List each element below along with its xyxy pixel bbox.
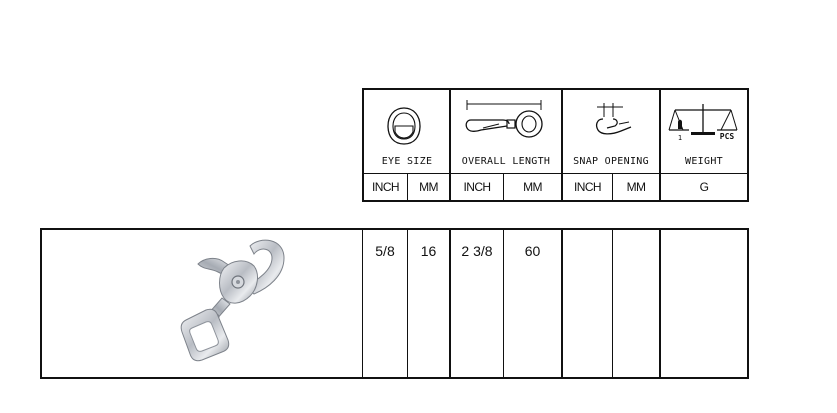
overall-length-inch-value: 2 3/8 [461, 243, 493, 259]
snap-hook-length-icon [463, 98, 547, 144]
unit-label: MM [419, 180, 438, 194]
scale-count-label: 1 [677, 134, 683, 142]
swivel-snap-hook-photo [180, 236, 300, 366]
unit-label: MM [523, 180, 542, 194]
header-divider [363, 173, 748, 174]
balance-scale-icon [669, 102, 737, 142]
unit-label: INCH [372, 180, 399, 194]
eye-size-title: EYE SIZE [381, 156, 433, 167]
snap-opening-icon [593, 103, 633, 143]
eye-size-mm-value: 16 [420, 243, 437, 259]
row-divider [561, 229, 563, 378]
overall-length-title: OVERALL LENGTH [461, 156, 551, 167]
eye-ring-icon [386, 106, 422, 146]
weight-title: WEIGHT [685, 156, 723, 167]
scale-unit-label: PCS [719, 132, 735, 141]
snap-opening-title: SNAP OPENING [573, 156, 649, 167]
eye-size-inch-value: 5/8 [375, 243, 395, 259]
unit-label: INCH [463, 180, 491, 194]
unit-label: G [699, 180, 709, 194]
row-divider [612, 229, 613, 378]
unit-label: INCH [574, 180, 601, 194]
overall-length-mm-value: 60 [524, 243, 541, 259]
unit-label: MM [626, 180, 646, 194]
row-divider [659, 229, 661, 378]
